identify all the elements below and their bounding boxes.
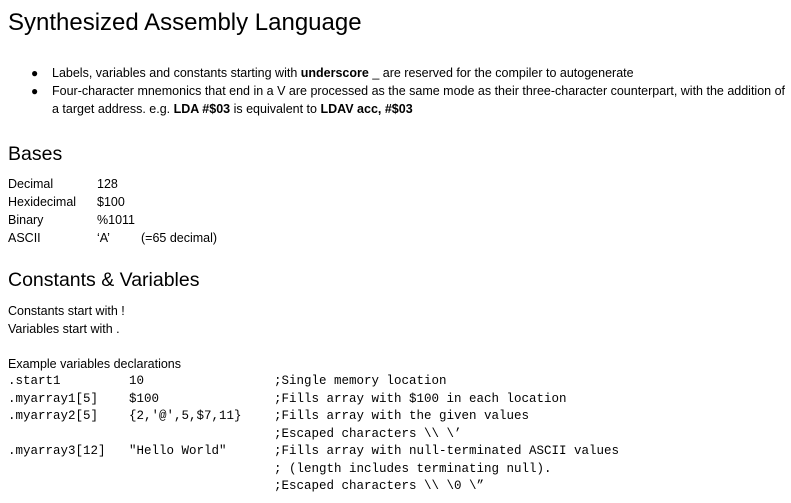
base-label: Hexidecimal: [8, 195, 77, 209]
code-line: [8, 426, 788, 444]
code-comment: ;Fills array with $100 in each location: [274, 391, 567, 406]
base-value: $100: [97, 195, 125, 209]
code-line: [8, 443, 788, 461]
base-value: %1011: [97, 213, 135, 227]
base-label: Decimal: [8, 177, 54, 191]
variables-rule: Variables start with .: [8, 322, 120, 336]
code-comment: ;Escaped characters \\ \’: [274, 426, 462, 441]
bases-row: [8, 211, 408, 229]
bases-row: [8, 193, 408, 211]
code-name: .start1: [8, 374, 61, 388]
bullet-text: is equivalent to: [230, 102, 321, 116]
bullet-text: Four-character mnemonics that end in a V are processed as the same mode as their three-character counterpart, with the addition of a target address. e.g.: [52, 84, 786, 116]
base-label: Binary: [8, 213, 44, 227]
constants-heading: Constants & Variables: [8, 269, 200, 291]
code-line: [8, 373, 788, 391]
base-value: 128: [97, 177, 118, 191]
code-block: [8, 373, 788, 496]
bullet-text: _ are reserved for the compiler to autogenerate: [368, 66, 634, 80]
code-line: [8, 478, 788, 496]
code-comment: ;Fills array with null-terminated ASCII values: [274, 444, 620, 458]
bases-row: [8, 229, 408, 247]
list-item: [0, 64, 791, 82]
code-name: .myarray1[5]: [8, 391, 99, 406]
code-comment: ; (length includes terminating null).: [274, 461, 552, 476]
bullet-text: Labels, variables and constants starting with: [52, 66, 301, 80]
list-item: [0, 82, 791, 118]
bullet-bold-text: LDA #$03: [173, 102, 231, 116]
page-title: Synthesized Assembly Language: [8, 9, 362, 36]
code-value: 10: [129, 374, 145, 388]
bases-row: [8, 175, 408, 193]
code-value: "Hello World": [129, 444, 227, 458]
bullet-bold-text: LDAV acc, #$03: [320, 102, 413, 116]
example-heading: Example variables declarations: [8, 357, 182, 371]
code-name: .myarray3[12]: [8, 444, 106, 458]
bases-table: [8, 175, 408, 247]
bases-heading: Bases: [8, 143, 63, 165]
rules-list: [0, 64, 791, 118]
code-comment: ;Fills array with the given values: [274, 409, 530, 423]
code-value: $100: [129, 391, 160, 406]
base-note: (=65 decimal): [141, 231, 218, 245]
code-name: .myarray2[5]: [8, 409, 99, 423]
base-label: ASCII: [8, 231, 41, 245]
code-comment: ;Single memory location: [274, 374, 447, 388]
bullet-bold-text: underscore: [300, 66, 369, 80]
code-comment: ;Escaped characters \\ \0 \”: [274, 479, 485, 493]
bullet-icon: ●: [31, 66, 39, 80]
bullet-icon: ●: [31, 84, 39, 98]
code-line: [8, 408, 788, 426]
constants-rule: Constants start with !: [8, 304, 125, 318]
code-value: {2,'@',5,$7,11}: [129, 409, 242, 423]
code-line: [8, 461, 788, 479]
base-value: ‘A’: [97, 231, 110, 245]
code-line: [8, 391, 788, 409]
